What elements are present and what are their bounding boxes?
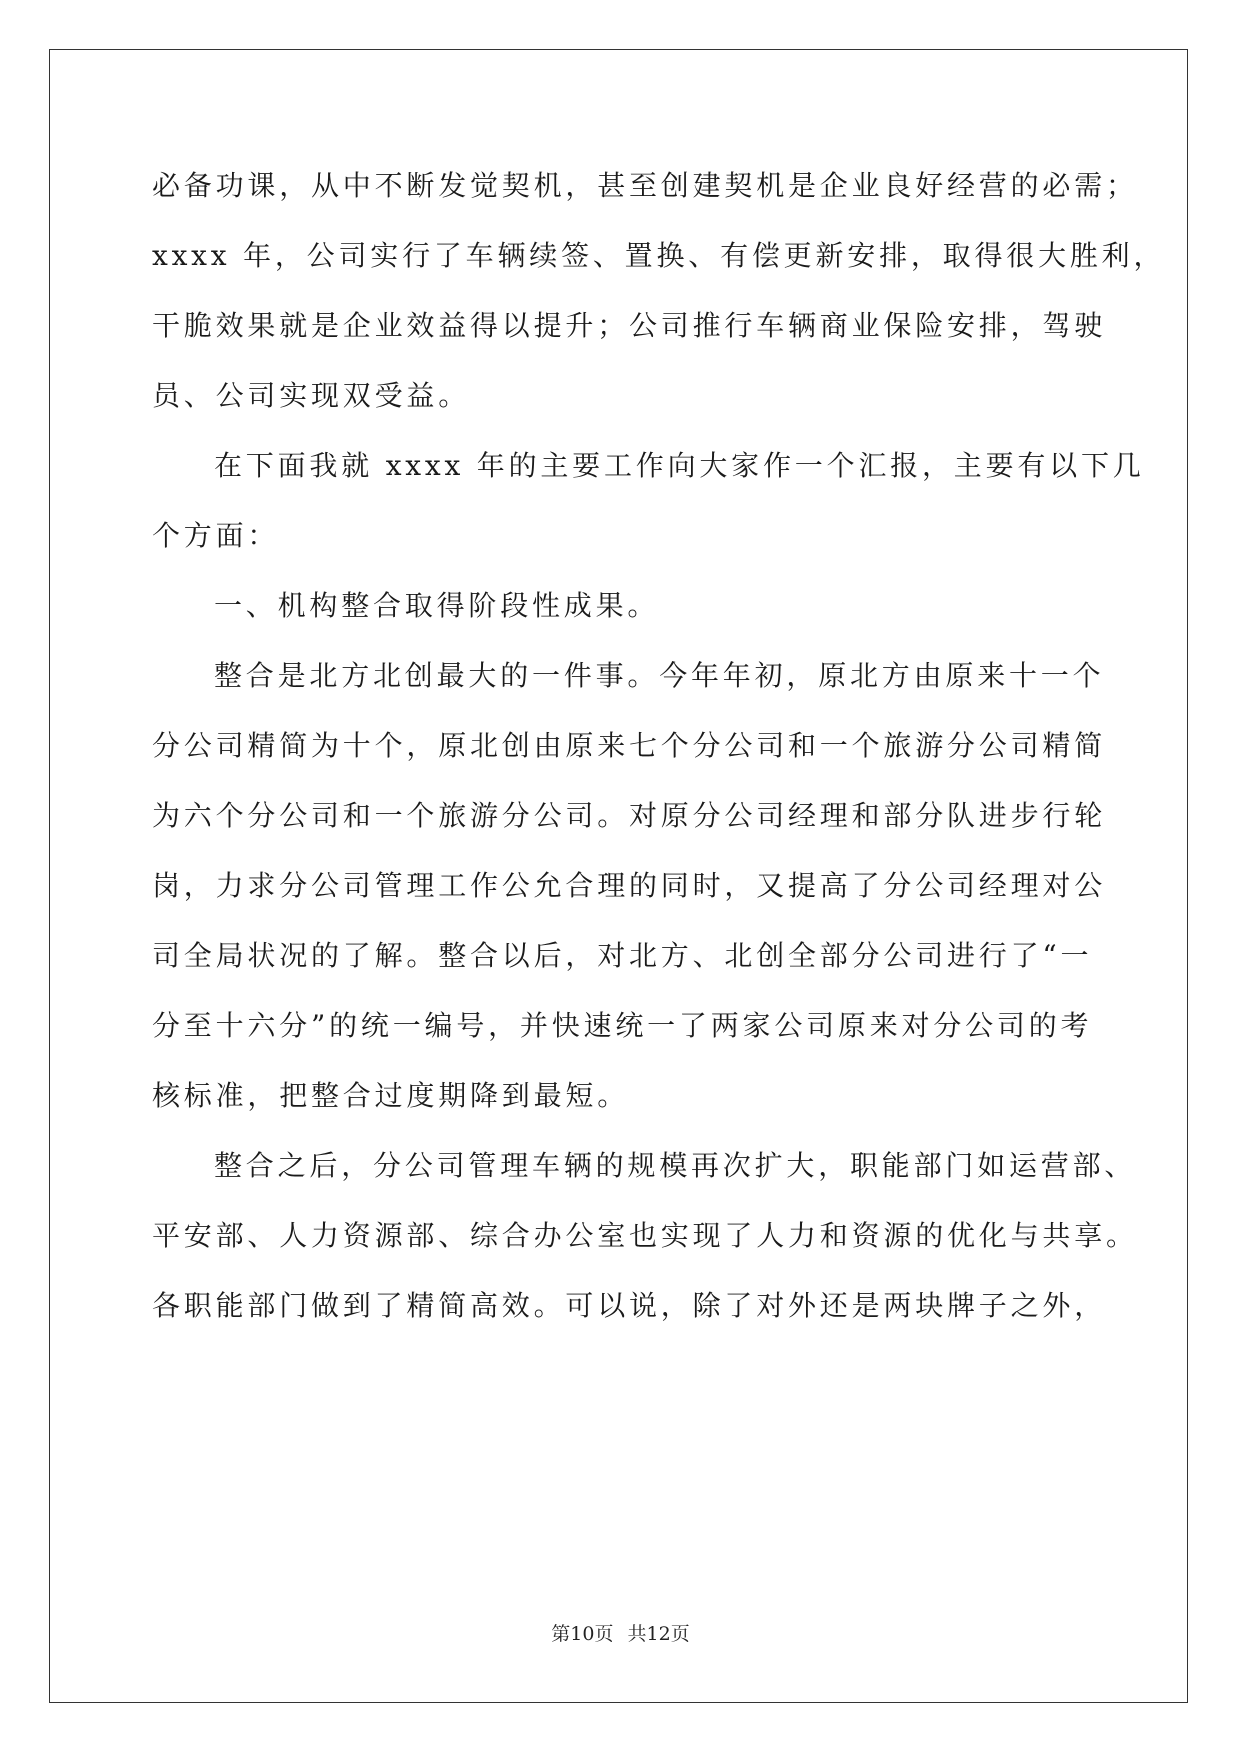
- text-line: 各职能部门做到了精简高效。可以说，除了对外还是两块牌子之外，: [152, 1289, 1107, 1322]
- page-footer: [0, 1622, 1241, 1646]
- text-line: 岗，力求分公司管理工作公允合理的同时，又提高了分公司经理对公: [152, 869, 1107, 902]
- text-line: 平安部、人力资源部、综合办公室也实现了人力和资源的优化与共享。: [152, 1219, 1138, 1252]
- text-line: 员、公司实现双受益。: [152, 379, 471, 412]
- text-line: 分至十六分”的统一编号，并快速统一了两家公司原来对分公司的考: [152, 1009, 1093, 1042]
- text-line: 整合是北方北创最大的一件事。今年年初，原北方由原来十一个: [214, 659, 1105, 692]
- text-line: xxxx 年，公司实行了车辆续签、置换、有偿更新安排，取得很大胜利，: [152, 239, 1166, 272]
- text-line: 整合之后，分公司管理车辆的规模再次扩大，职能部门如运营部、: [214, 1149, 1137, 1182]
- text-line: 必备功课，从中不断发觉契机，甚至创建契机是企业良好经营的必需；: [152, 169, 1138, 202]
- page-total: 共12页: [627, 1623, 690, 1645]
- text-line: 干脆效果就是企业效益得以提升；公司推行车辆商业保险安排，驾驶: [152, 309, 1107, 342]
- text-line: 个方面：: [152, 519, 280, 552]
- page-number: 第10页: [551, 1623, 614, 1645]
- section-heading: 一、机构整合取得阶段性成果。: [214, 589, 660, 622]
- text-line: 分公司精简为十个，原北创由原来七个分公司和一个旅游分公司精简: [152, 729, 1107, 762]
- text-line: 核标准，把整合过度期降到最短。: [152, 1079, 630, 1112]
- text-line: 在下面我就 xxxx 年的主要工作向大家作一个汇报，主要有以下几: [214, 449, 1145, 482]
- text-line: 为六个分公司和一个旅游分公司。对原分公司经理和部分队进步行轮: [152, 799, 1107, 832]
- text-line: 司全局状况的了解。整合以后，对北方、北创全部分公司进行了“一: [152, 939, 1093, 972]
